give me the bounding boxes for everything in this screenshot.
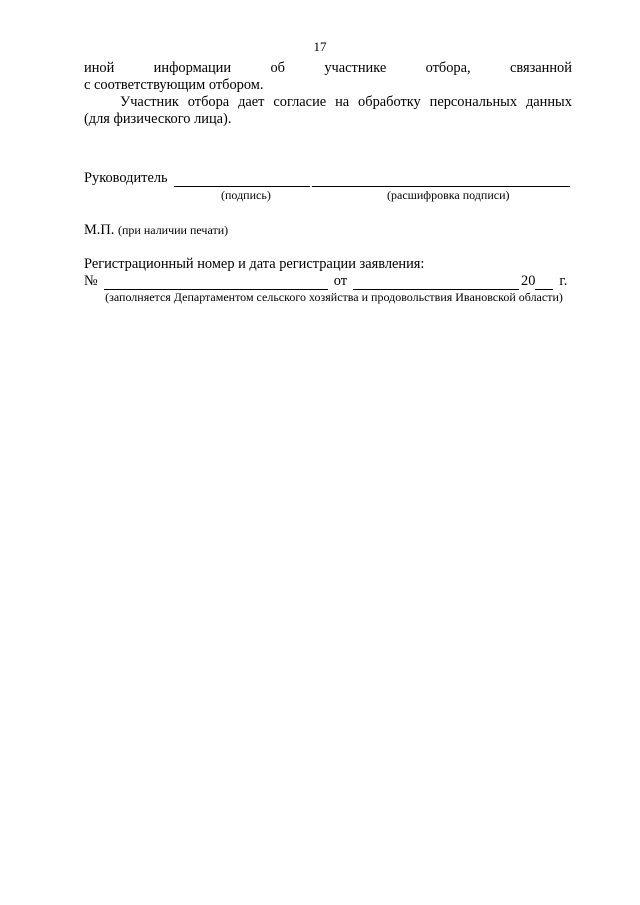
registration-note: (заполняется Департаментом сельского хозяйства и продовольствия Ивановской области) — [105, 290, 563, 304]
signature-decoding-field[interactable] — [312, 174, 570, 187]
signature-decoding-caption: (расшифровка подписи) — [387, 188, 510, 202]
registration-title: Регистрационный номер и дата регистрации заявления: — [84, 256, 425, 272]
registration-number-field[interactable] — [104, 277, 328, 290]
word: на — [335, 94, 350, 110]
word: персональных — [429, 94, 518, 110]
from-label: от — [333, 273, 348, 289]
word: отбора, — [425, 60, 471, 76]
paragraph-line: с соответствующим отбором. — [84, 77, 264, 93]
word: данных — [525, 94, 572, 110]
word: участнике — [324, 60, 387, 76]
registration-date-field[interactable] — [353, 277, 519, 290]
year-suffix: г. — [559, 273, 568, 289]
paragraph-line — [84, 60, 572, 77]
word: дает — [238, 94, 265, 110]
word: отбора — [187, 94, 230, 110]
stamp-label: М.П. — [84, 222, 115, 238]
registration-year-field[interactable] — [535, 277, 553, 290]
paragraph-line — [84, 94, 572, 111]
word: Участник — [120, 94, 179, 110]
paragraph-personal-data-consent — [84, 94, 572, 128]
document-body — [84, 60, 572, 305]
stamp-line — [84, 222, 572, 239]
paragraph-consent-info — [84, 60, 572, 94]
signature-caption: (подпись) — [221, 188, 271, 202]
word: информации — [153, 60, 232, 76]
word: согласие — [273, 94, 327, 110]
number-sign: № — [84, 273, 98, 289]
page-number: 17 — [313, 39, 327, 54]
word: связанной — [509, 60, 572, 76]
signature-captions — [84, 187, 572, 203]
word: обработку — [358, 94, 421, 110]
year-prefix: 20 — [521, 273, 536, 289]
stamp-note: (при наличии печати) — [118, 223, 229, 237]
registration-row — [84, 273, 572, 290]
signature-label: Руководитель — [84, 170, 168, 186]
word: об — [270, 60, 285, 76]
paragraph-line: (для физического лица). — [84, 111, 232, 127]
signature-field[interactable] — [174, 174, 310, 187]
word: иной — [84, 60, 115, 76]
signature-row — [84, 170, 572, 187]
